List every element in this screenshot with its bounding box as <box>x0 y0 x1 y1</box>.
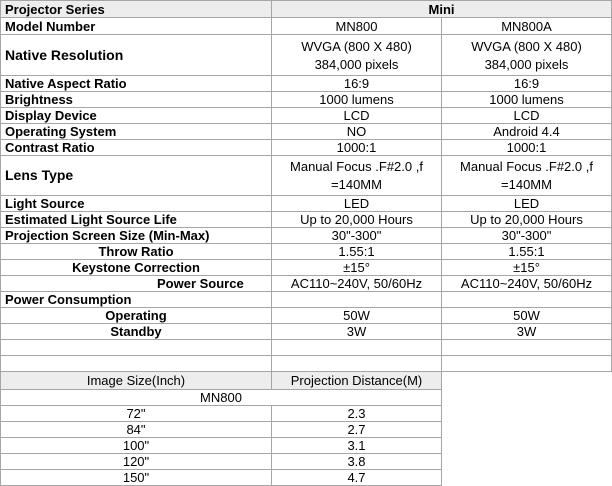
cell-empty <box>441 339 612 356</box>
col-header-projection-distance: Projection Distance(M) <box>271 371 442 390</box>
cell-keystone-2: ±15° <box>441 259 612 276</box>
row-label-standby: Standby <box>0 323 272 340</box>
cell-empty <box>271 355 442 372</box>
distance-size-cell: 72" <box>0 405 272 422</box>
row-label-lens: Lens Type <box>0 155 272 196</box>
cell-aspect-1: 16:9 <box>271 75 442 92</box>
cell-power-source-2: AC110~240V, 50/60Hz <box>441 275 612 292</box>
cell-screen-size-2: 30"-300" <box>441 227 612 244</box>
model-2: MN800A <box>441 17 612 35</box>
lens-line2: =140MM <box>501 177 552 192</box>
series-value: Mini <box>271 0 612 18</box>
resolution-line1: WVGA (800 X 480) <box>471 38 582 54</box>
row-label-power-source: Power Source <box>0 275 272 292</box>
model-label: Model Number <box>0 17 272 35</box>
cell-throw-ratio-1: 1.55:1 <box>271 243 442 260</box>
cell-resolution-2 <box>441 34 612 76</box>
distance-size-cell: 100" <box>0 437 272 454</box>
cell-light-source-1: LED <box>271 195 442 212</box>
row-label-contrast: Contrast Ratio <box>0 139 272 156</box>
resolution-line1: WVGA (800 X 480) <box>301 38 412 54</box>
row-label-os: Operating System <box>0 123 272 140</box>
cell-contrast-1: 1000:1 <box>271 139 442 156</box>
cell-screen-size-1: 30"-300" <box>271 227 442 244</box>
cell-aspect-2: 16:9 <box>441 75 612 92</box>
cell-power-source-1: AC110~240V, 50/60Hz <box>271 275 442 292</box>
cell-throw-ratio-2: 1.55:1 <box>441 243 612 260</box>
model-1: MN800 <box>271 17 442 35</box>
cell-light-life-2: Up to 20,000 Hours <box>441 211 612 228</box>
cell-standby-2: 3W <box>441 323 612 340</box>
cell-empty <box>441 355 612 372</box>
cell-empty <box>271 339 442 356</box>
cell-brightness-1: 1000 lumens <box>271 91 442 108</box>
resolution-line2: 384,000 pixels <box>484 56 569 72</box>
cell-resolution-1 <box>271 34 442 76</box>
distance-value-cell: 3.8 <box>271 453 442 470</box>
lens-line2: =140MM <box>331 177 382 192</box>
resolution-line2: 384,000 pixels <box>314 56 399 72</box>
series-label: Projector Series <box>0 0 272 18</box>
cell-os-1: NO <box>271 123 442 140</box>
cell-os-2: Android 4.4 <box>441 123 612 140</box>
cell-display-2: LCD <box>441 107 612 124</box>
distance-size-cell: 150" <box>0 469 272 486</box>
cell-contrast-2: 1000:1 <box>441 139 612 156</box>
lens-line1: Manual Focus .F#2.0 ,f <box>460 159 593 174</box>
row-label-throw-ratio: Throw Ratio <box>0 243 272 260</box>
row-label-light-life: Estimated Light Source Life <box>0 211 272 228</box>
cell-brightness-2: 1000 lumens <box>441 91 612 108</box>
cell-empty <box>441 291 612 308</box>
distance-value-cell: 2.3 <box>271 405 442 422</box>
cell-display-1: LCD <box>271 107 442 124</box>
cell-operating-1: 50W <box>271 307 442 324</box>
cell-empty <box>271 291 442 308</box>
row-label-operating: Operating <box>0 307 272 324</box>
cell-empty <box>0 339 272 356</box>
lens-line1: Manual Focus .F#2.0 ,f <box>290 159 423 174</box>
row-label-screen-size: Projection Screen Size (Min-Max) <box>0 227 272 244</box>
cell-lens-2 <box>441 155 612 196</box>
distance-value-cell: 2.7 <box>271 421 442 438</box>
cell-empty <box>0 355 272 372</box>
row-label-brightness: Brightness <box>0 91 272 108</box>
distance-model-label: MN800 <box>0 389 442 406</box>
row-label-light-source: Light Source <box>0 195 272 212</box>
row-label-resolution: Native Resolution <box>0 34 272 76</box>
row-label-power-consumption: Power Consumption <box>0 291 272 308</box>
row-label-display: Display Device <box>0 107 272 124</box>
cell-keystone-1: ±15° <box>271 259 442 276</box>
cell-operating-2: 50W <box>441 307 612 324</box>
cell-light-life-1: Up to 20,000 Hours <box>271 211 442 228</box>
row-label-aspect: Native Aspect Ratio <box>0 75 272 92</box>
distance-size-cell: 120" <box>0 453 272 470</box>
distance-value-cell: 4.7 <box>271 469 442 486</box>
cell-lens-1 <box>271 155 442 196</box>
col-header-image-size: Image Size(Inch) <box>0 371 272 390</box>
distance-value-cell: 3.1 <box>271 437 442 454</box>
cell-light-source-2: LED <box>441 195 612 212</box>
row-label-keystone: Keystone Correction <box>0 259 272 276</box>
cell-standby-1: 3W <box>271 323 442 340</box>
distance-size-cell: 84" <box>0 421 272 438</box>
